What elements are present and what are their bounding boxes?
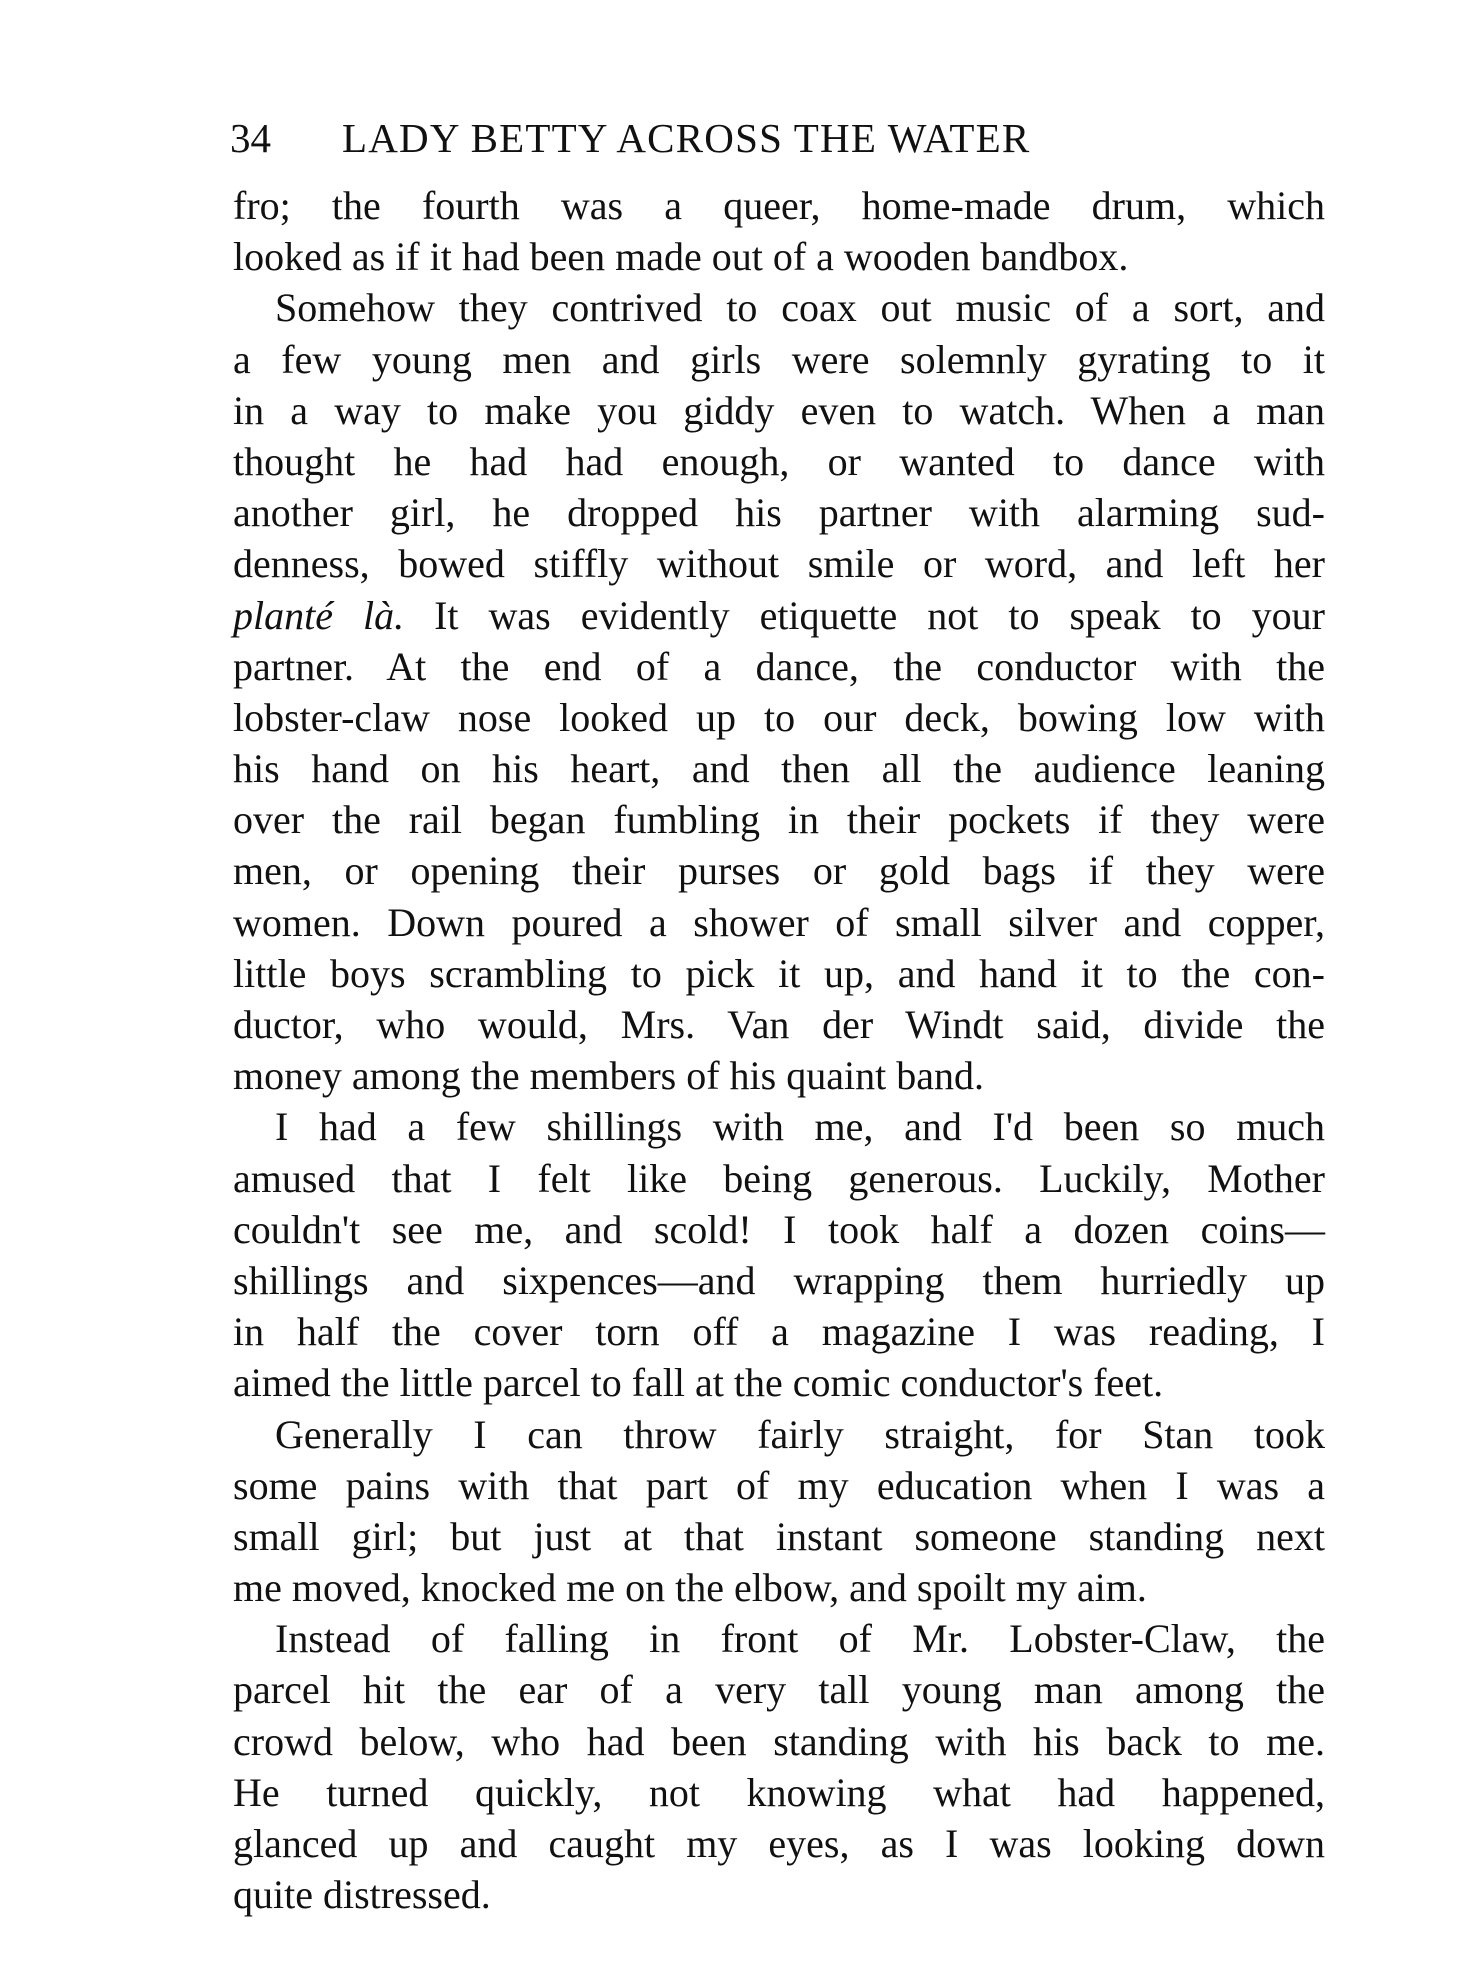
text-line: ductor, who would, Mrs. Van der Windt said, divide the xyxy=(233,1002,1325,1047)
text-line: a few young men and girls were solemnly gyrating to it xyxy=(233,336,1325,382)
text-line: Generally I can throw fairly straight, for Stan took xyxy=(275,1411,1325,1457)
text-line: denness, bowed stiffly without smile or word, and left her xyxy=(233,541,1325,587)
text-line: Instead of falling in front of Mr. Lobster-Claw, the xyxy=(275,1616,1325,1662)
text-line: He turned quickly, not knowing what had happened, xyxy=(233,1769,1325,1815)
text-line-rest: It was evidently etiquette not to speak to your xyxy=(404,592,1326,638)
text-line: thought he had had enough, or wanted to dance with xyxy=(233,438,1325,484)
page-header xyxy=(230,108,1230,168)
text-line: quite distressed. xyxy=(233,1872,491,1918)
text-line: I had a few shillings with me, and I'd been so much xyxy=(275,1104,1325,1150)
body-text xyxy=(233,180,1325,1920)
running-title: LADY BETTY ACROSS THE WATER xyxy=(342,115,1031,161)
text-line: little boys scrambling to pick it up, and hand it to the con- xyxy=(233,950,1325,996)
text-line: aimed the little parcel to fall at the comic conductor's feet. xyxy=(233,1360,1164,1406)
text-line: me moved, knocked me on the elbow, and spoilt my aim. xyxy=(233,1565,1147,1611)
text-line: crowd below, who had been standing with his back to me. xyxy=(233,1718,1325,1764)
text-line: lobster-claw nose looked up to our deck, bowing low with xyxy=(233,694,1325,740)
text-line: money among the members of his quaint band. xyxy=(233,1053,984,1099)
text-line: over the rail began fumbling in their pockets if they were xyxy=(233,797,1325,843)
text-line: another girl, he dropped his partner with alarming sud- xyxy=(233,490,1325,536)
page-number: 34 xyxy=(230,115,271,161)
text-line: men, or opening their purses or gold bags if they were xyxy=(233,848,1325,894)
text-line: women. Down poured a shower of small silver and copper, xyxy=(233,899,1325,945)
text-line: amused that I felt like being generous. Luckily, Mother xyxy=(233,1155,1325,1201)
text-line: partner. At the end of a dance, the conductor with the xyxy=(233,643,1325,689)
text-line: looked as if it had been made out of a wooden bandbox. xyxy=(233,234,1129,280)
text-line: some pains with that part of my education when I was a xyxy=(233,1462,1325,1508)
text-line: fro; the fourth was a queer, home-made drum, which xyxy=(233,183,1325,228)
text-line: in half the cover torn off a magazine I was reading, I xyxy=(233,1309,1325,1355)
text-line: small girl; but just at that instant someone standing next xyxy=(233,1513,1325,1559)
text-line: couldn't see me, and scold! I took half a dozen coins— xyxy=(233,1206,1325,1252)
italic-phrase: planté là. xyxy=(233,592,405,638)
text-line: Somehow they contrived to coax out music of a sort, and xyxy=(275,285,1325,331)
text-line: in a way to make you giddy even to watch. When a man xyxy=(233,387,1325,433)
text-line: parcel hit the ear of a very tall young man among the xyxy=(233,1667,1325,1713)
text-line: glanced up and caught my eyes, as I was looking down xyxy=(233,1821,1325,1866)
text-line: his hand on his heart, and then all the audience leaning xyxy=(233,746,1325,792)
text-line: shillings and sixpences—and wrapping them hurriedly up xyxy=(233,1257,1325,1303)
text-line-with-italic xyxy=(233,590,1325,641)
